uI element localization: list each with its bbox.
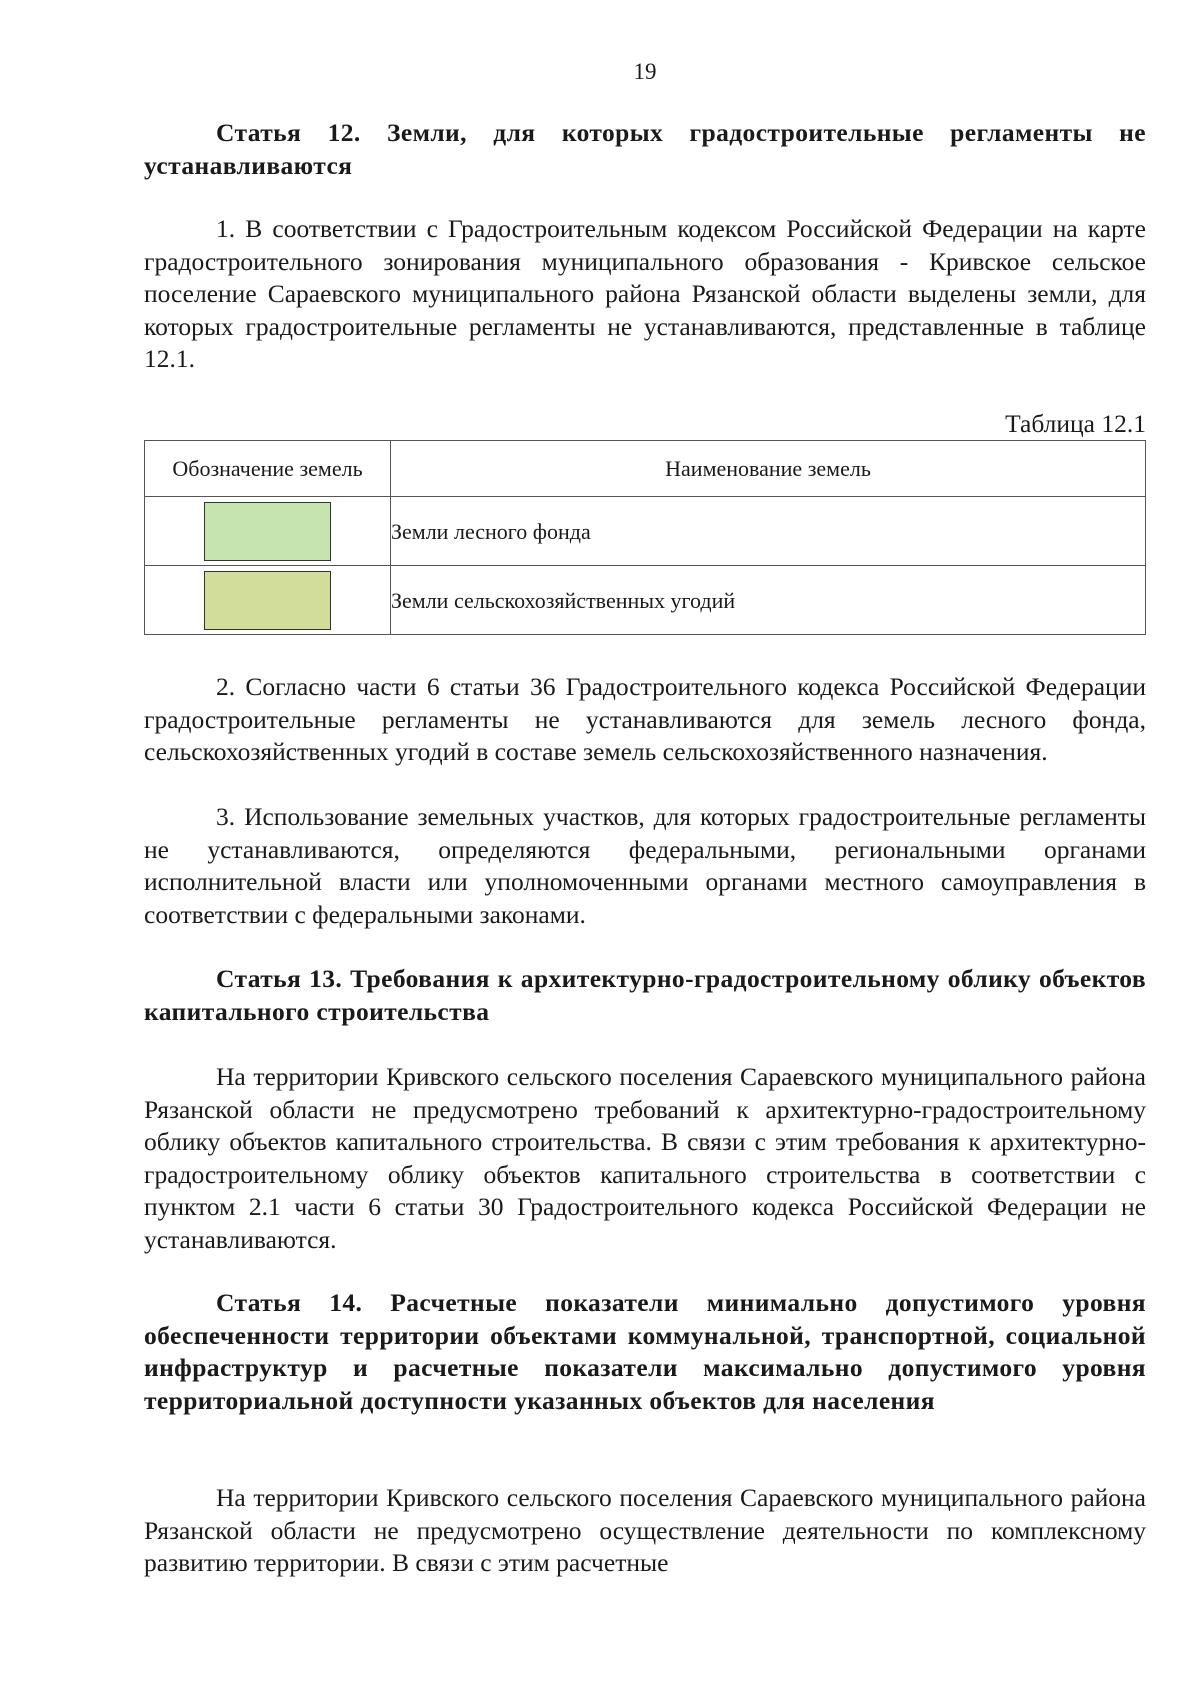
article-14-heading: Статья 14. Расчетные показатели минимально допустимого уровня обеспеченности территории объектами коммунальной, транспортной, социальной инфраструктур и расчетные показатели максимально допустимого уровня территориальной доступности указанных объектов для населения — [144, 1288, 1146, 1415]
page-number: 19 — [633, 59, 657, 84]
table-row — [145, 497, 1146, 566]
article-12-heading: Статья 12. Земли, для которых градостроительные регламенты не устанавливаются — [144, 118, 1146, 180]
article-13-paragraph-1: На территории Кривского сельского поселения Сараевского муниципального района Рязанской области не предусмотрено требований к архитектурно-градостроительному облику объектов капитального строительства. В связи с этим требования к архитектурно-градостроительному облику объектов капитального строительства в соответствии с пунктом 2.1 части 6 статьи 30 Градостроительного кодекса Российской Федерации не устанавливаются. — [144, 1062, 1146, 1254]
symbol-cell — [145, 497, 391, 566]
agricultural-land-color-swatch — [204, 571, 331, 630]
article-12-paragraph-1: 1. В соответствии с Градостроительным кодексом Российской Федерации на карте градостроительного зонирования муниципального образования - Кривское сельское поселение Сараевского муниципального района Рязанской области выделены земли, для которых градостроительные регламенты не устанавливаются, представленные в таблице 12.1. — [144, 214, 1146, 373]
article-12-paragraph-2: 2. Согласно части 6 статьи 36 Градостроительного кодекса Российской Федерации градостроительные регламенты не устанавливаются для земель лесного фонда, сельскохозяйственных угодий в составе земель сельскохозяйственного назначения. — [144, 672, 1146, 766]
table-header-row — [145, 441, 1146, 497]
land-name: Земли лесного фонда — [391, 497, 1146, 566]
land-name: Земли сельскохозяйственных угодий — [391, 566, 1146, 635]
header-name: Наименование земель — [391, 441, 1146, 497]
article-13-heading: Статья 13. Требования к архитектурно-градостроительному облику объектов капитального строительства — [144, 964, 1146, 1026]
article-14-paragraph-1: На территории Кривского сельского поселения Сараевского муниципального района Рязанской области не предусмотрено осуществление деятельности по комплексному развитию территории. В связи с этим расчетные — [144, 1483, 1146, 1577]
lands-table — [144, 440, 1146, 635]
header-symbol: Обозначение земель — [145, 441, 391, 497]
symbol-cell — [145, 566, 391, 635]
table-row — [145, 566, 1146, 635]
article-12-paragraph-3: 3. Использование земельных участков, для которых градостроительные регламенты не устанавливаются, определяются федеральными, региональными органами исполнительной власти или уполномоченными органами местного самоуправления в соответствии с федеральными законами. — [144, 802, 1146, 929]
table-caption: Таблица 12.1 — [1005, 409, 1146, 438]
forest-land-color-swatch — [204, 502, 331, 561]
